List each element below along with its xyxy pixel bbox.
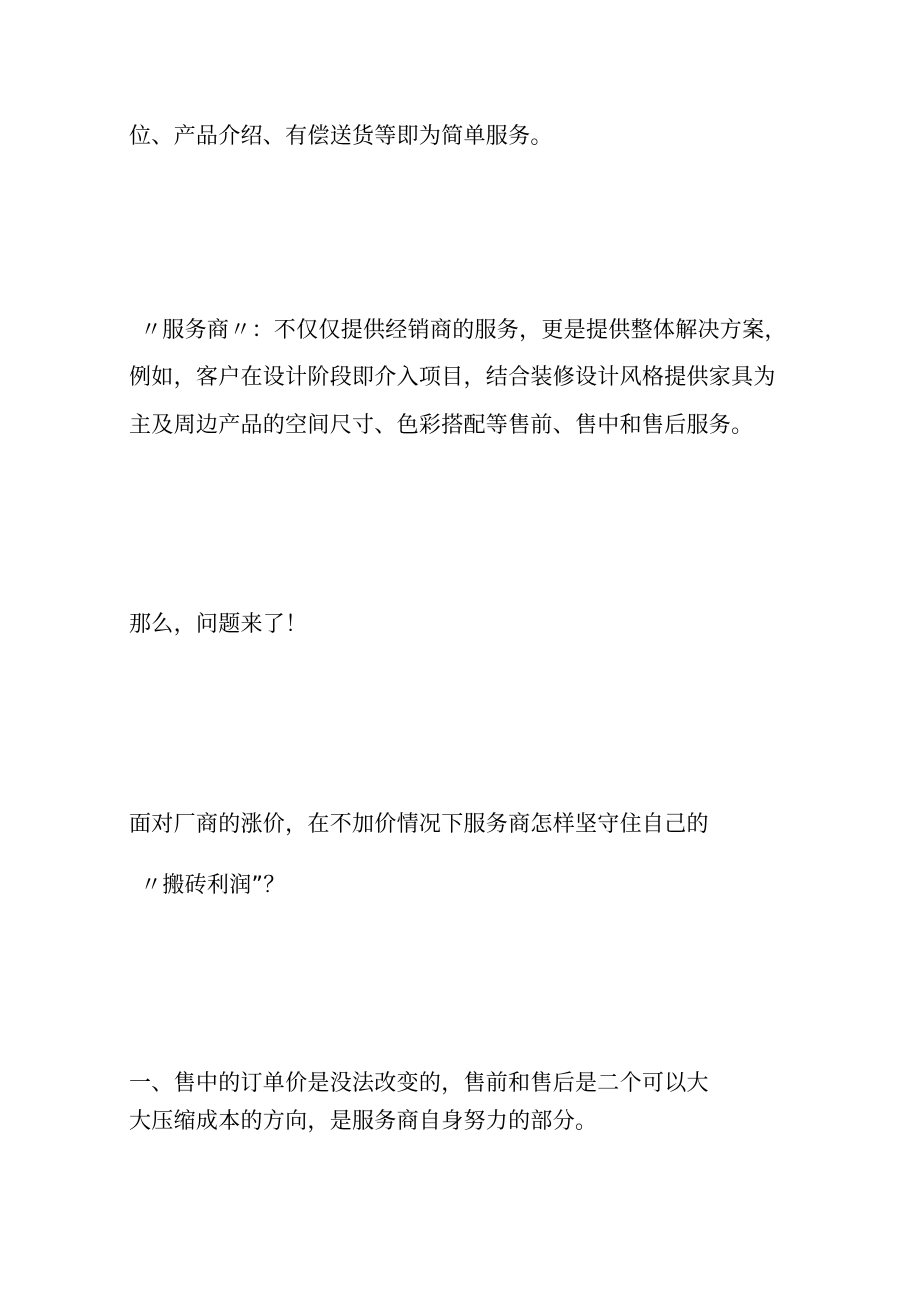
- paragraph-1-line-1: 位、产品介绍、有偿送货等即为简单服务。: [129, 124, 553, 149]
- paragraph-5-line-2: 大压缩成本的方向，是服务商自身努力的部分。: [129, 1109, 598, 1134]
- paragraph-2-line-2: 例如，客户在设计阶段即介入项目，结合装修设计风格提供家具为: [129, 365, 776, 390]
- paragraph-2-line-1: 〃服务商〃：不仅仅提供经销商的服务，更是提供整体解决方案，: [140, 318, 787, 343]
- paragraph-4-line-2: 〃搬砖利润”？: [140, 873, 286, 898]
- paragraph-5-line-1: 一、售中的订单价是没法改变的，售前和售后是二个可以大: [129, 1071, 709, 1096]
- paragraph-4-line-1: 面对厂商的涨价，在不加价情况下服务商怎样坚守住自己的: [129, 812, 709, 837]
- paragraph-3-line-1: 那么，问题来了！: [129, 612, 308, 637]
- paragraph-2-line-3: 主及周边产品的空间尺寸、色彩搭配等售前、售中和售后服务。: [129, 413, 754, 438]
